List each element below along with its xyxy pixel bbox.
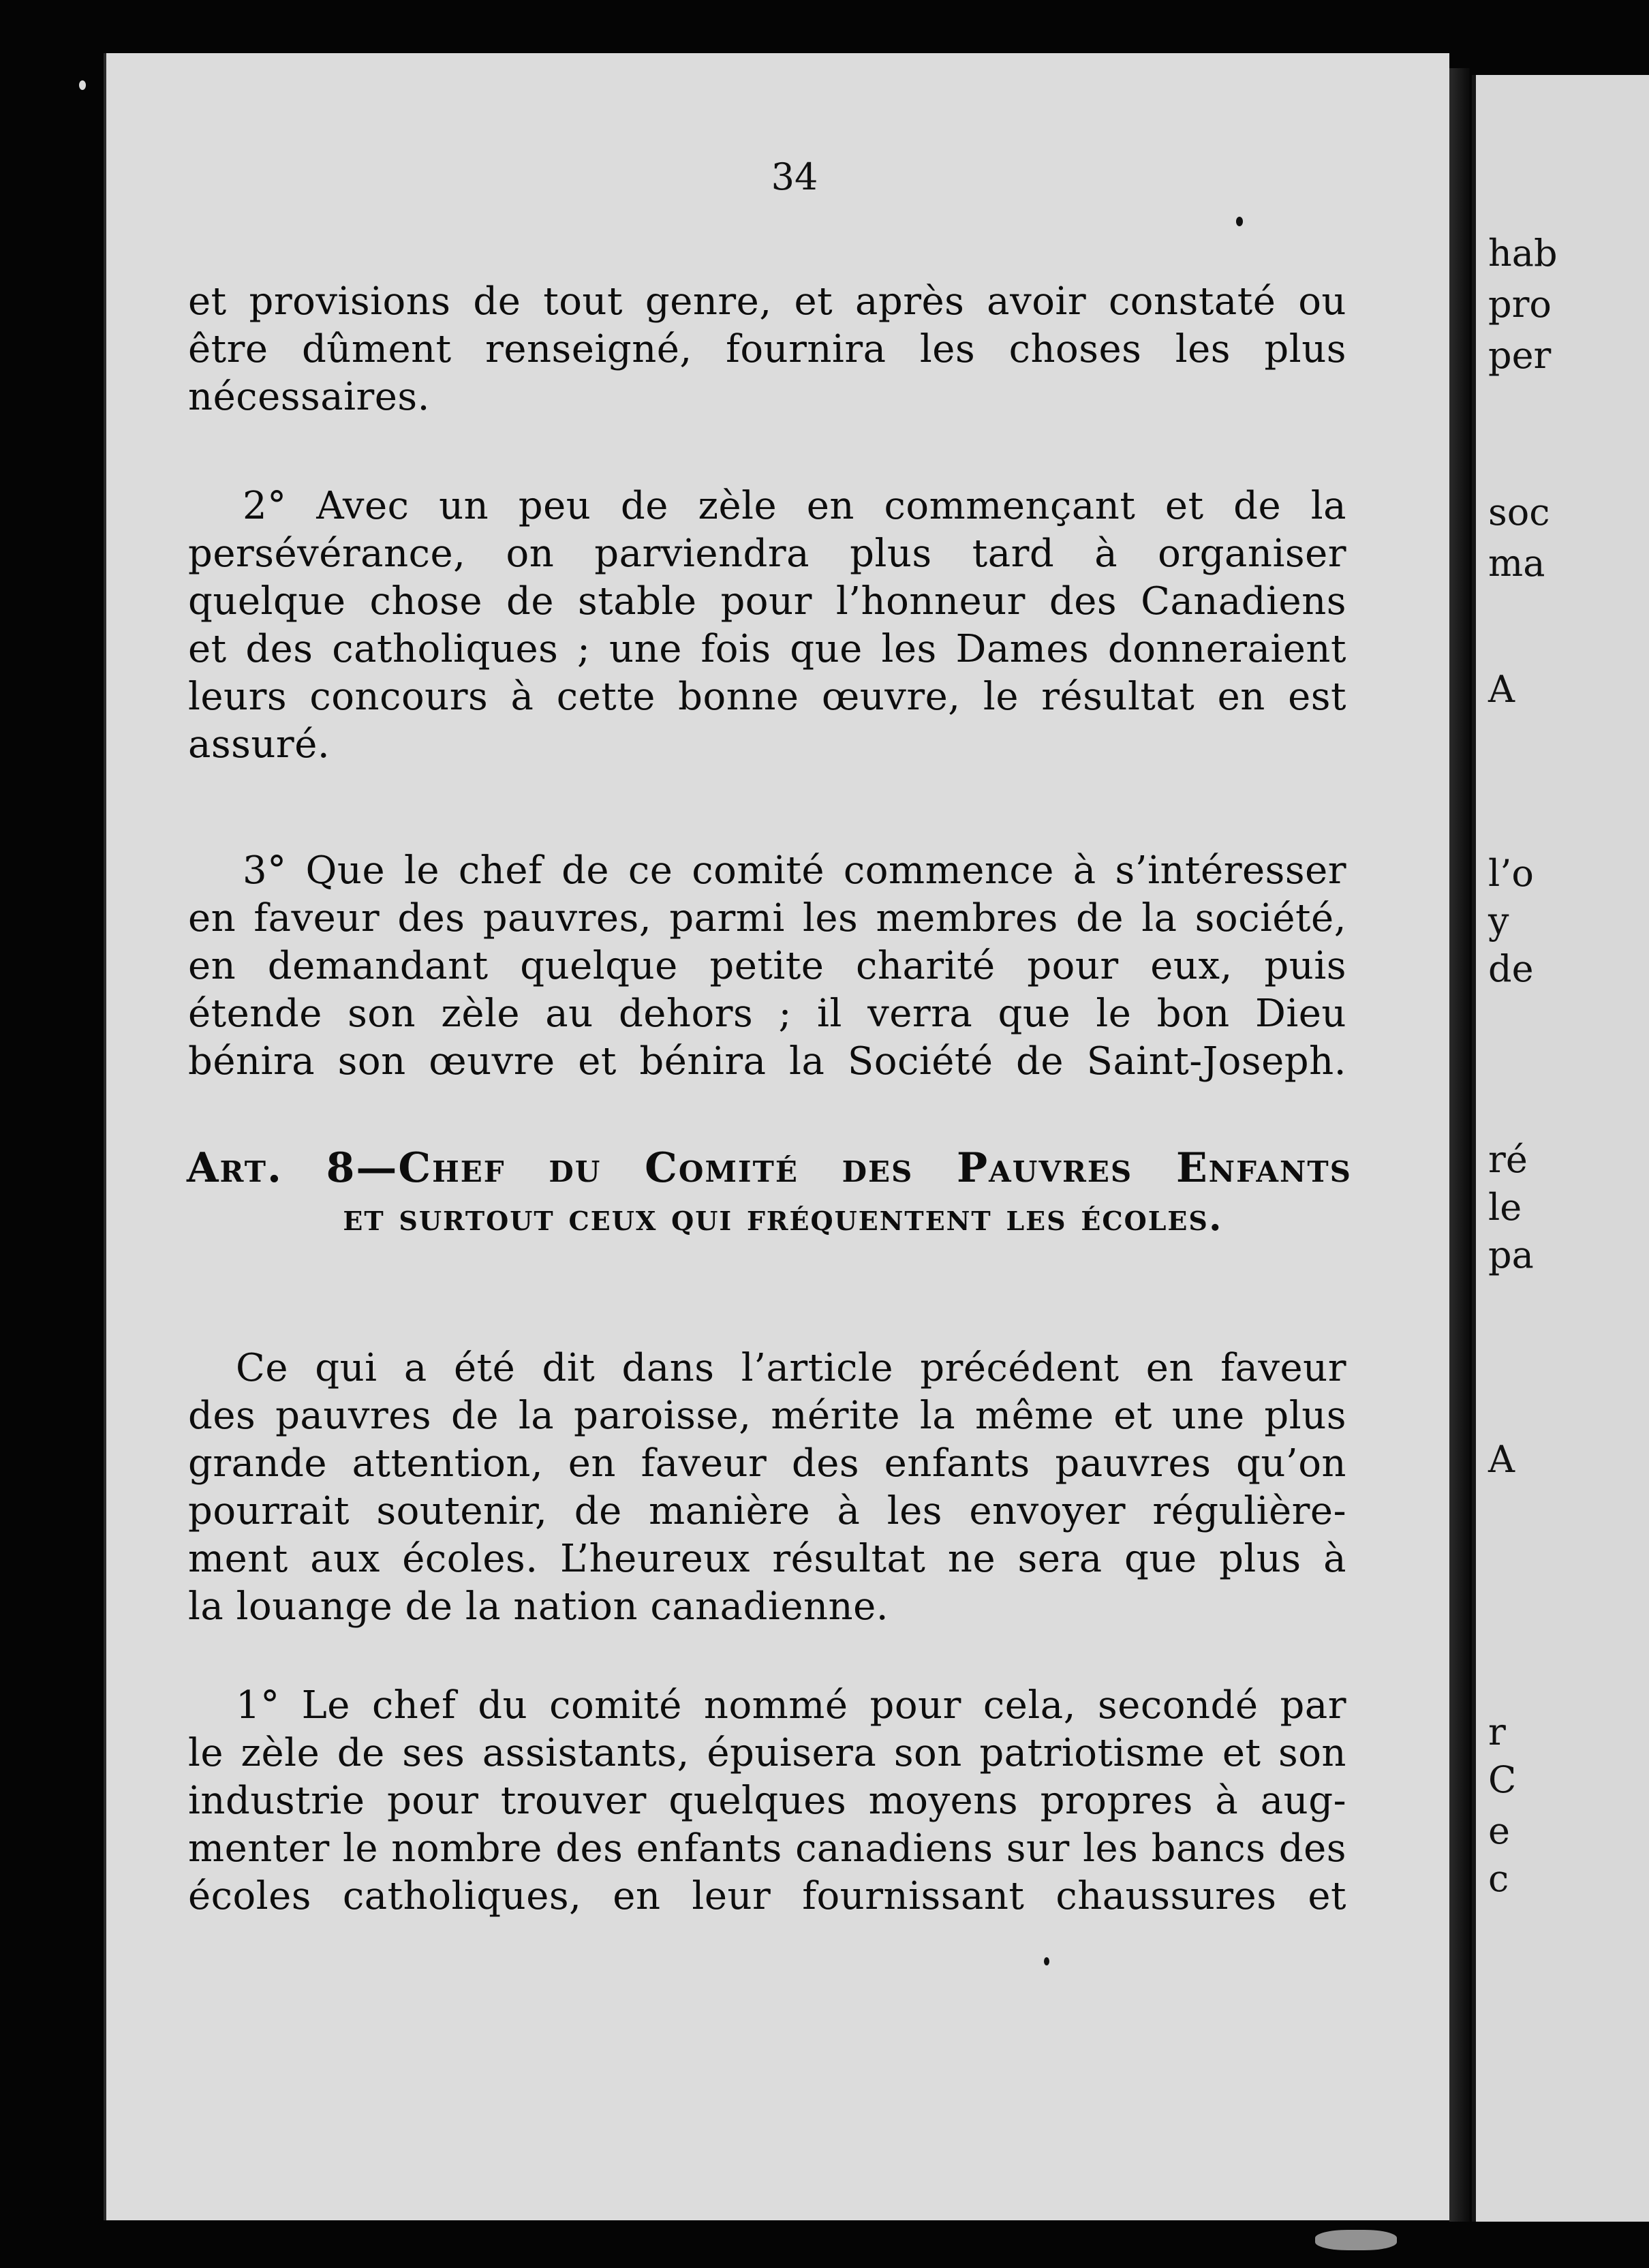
right-page-fragment: pro: [1488, 283, 1552, 326]
article-heading-line-2: et surtout ceux qui fréquentent les écoles.: [343, 1195, 1223, 1239]
text-line: Ce qui a été dit dans l’article précédent en faveur: [236, 1346, 1346, 1390]
text-line: 2° Avec un peu de zèle en commençant et de la: [243, 484, 1346, 528]
text-line: en demandant quelque petite charité pour eux, puis: [188, 944, 1346, 988]
right-page-fragment: c: [1488, 1857, 1509, 1900]
ink-speck: [79, 80, 86, 90]
paragraph-1: [188, 278, 1346, 421]
text-line: la louange de la nation canadienne.: [188, 1584, 889, 1629]
text-line: le zèle de ses assistants, épuisera son patriotisme et son: [188, 1731, 1346, 1775]
text-line: être dûment renseigné, fournira les choses les plus: [188, 327, 1346, 371]
article-heading-line-1: Art. 8—Chef du Comité des Pauvres Enfants: [187, 1144, 1352, 1192]
right-page-fragment: le: [1488, 1186, 1522, 1229]
paragraph-4: [188, 1345, 1346, 1631]
right-page-fragment: l’o: [1488, 852, 1534, 895]
right-page-fragment: e: [1488, 1809, 1510, 1852]
book-page-left: [104, 53, 1449, 2220]
page-number: 34: [771, 155, 818, 198]
text-line: quelque chose de stable pour l’honneur des Canadiens: [188, 579, 1346, 624]
text-line: bénira son œuvre et bénira la Société de Saint-Joseph.: [188, 1039, 1346, 1084]
text-line: et des catholiques ; une fois que les Dames donneraient: [188, 627, 1346, 671]
article-heading: [187, 1144, 1352, 1242]
text-line: 3° Que le chef de ce comité commence à s’intéresser: [243, 848, 1346, 893]
text-line: persévérance, on parviendra plus tard à organiser: [188, 532, 1346, 576]
right-page-fragment: C: [1488, 1758, 1517, 1801]
right-page-fragment: hab: [1488, 232, 1558, 275]
text-line: pourrait soutenir, de manière à les envoyer régulière-: [188, 1489, 1346, 1533]
ink-speck: [1044, 1957, 1049, 1965]
right-page-fragment: de: [1488, 947, 1534, 990]
right-page-fragment: r: [1488, 1711, 1506, 1753]
text-line: ment aux écoles. L’heureux résultat ne sera que plus à: [188, 1537, 1346, 1581]
text-line: industrie pour trouver quelques moyens propres à aug-: [188, 1779, 1346, 1823]
text-line: étende son zèle au dehors ; il verra que le bon Dieu: [188, 992, 1346, 1036]
text-line: des pauvres de la paroisse, mérite la même et une plus: [188, 1394, 1346, 1438]
text-line: nécessaires.: [188, 375, 430, 419]
right-page-fragment: pa: [1488, 1233, 1534, 1276]
text-line: et provisions de tout genre, et après avoir constaté ou: [188, 279, 1346, 324]
text-line: assuré.: [188, 722, 330, 767]
book-page-right-edge: [1472, 75, 1649, 2222]
text-line: en faveur des pauvres, parmi les membres de la société,: [188, 896, 1346, 940]
text-line: 1° Le chef du comité nommé pour cela, secondé par: [236, 1683, 1346, 1728]
page-gutter-shadow: [1449, 68, 1470, 2222]
right-page-fragment: A: [1488, 1438, 1515, 1481]
right-page-fragment: y: [1488, 900, 1509, 943]
text-line: grande attention, en faveur des enfants pauvres qu’on: [188, 1441, 1346, 1486]
paragraph-2: [188, 482, 1346, 769]
right-page-fragment: soc: [1488, 491, 1550, 534]
right-page-fragment: per: [1488, 334, 1552, 377]
scan-artifact: [1315, 2230, 1397, 2250]
right-page-fragment: ma: [1488, 542, 1545, 585]
paragraph-3: [188, 847, 1346, 1086]
ink-speck: [1236, 217, 1243, 226]
paragraph-5: [188, 1682, 1346, 1920]
right-page-fragment: A: [1488, 668, 1515, 711]
right-page-fragment: ré: [1488, 1138, 1528, 1181]
text-line: leurs concours à cette bonne œuvre, le résultat en est: [188, 675, 1346, 719]
text-line: menter le nombre des enfants canadiens sur les bancs des: [188, 1826, 1346, 1871]
text-line: écoles catholiques, en leur fournissant chaussures et: [188, 1874, 1346, 1918]
